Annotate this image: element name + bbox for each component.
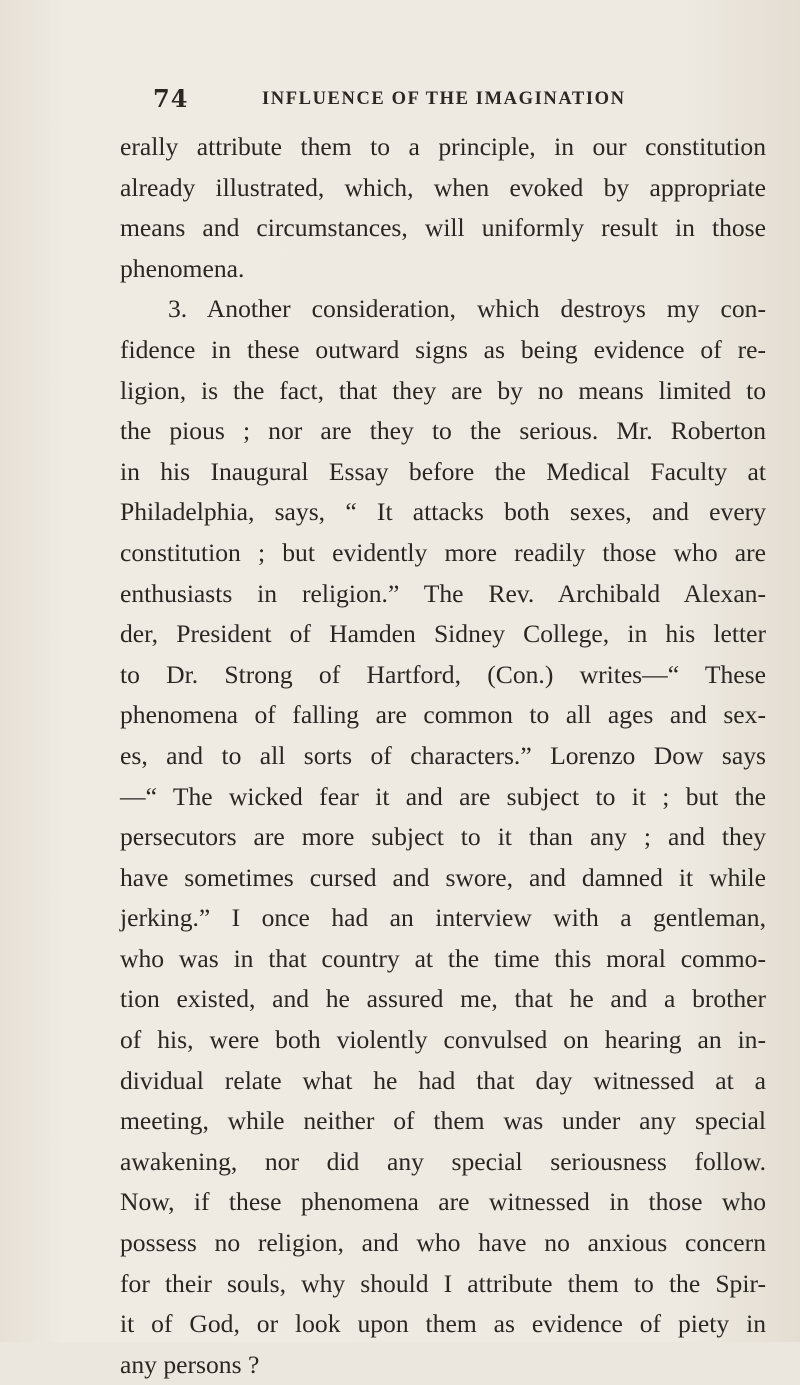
text-line: der, President of Hamden Sidney College, in his letter — [120, 619, 766, 649]
text-line: fidence in these outward signs as being evidence of re- — [120, 334, 766, 364]
text-line: means and circumstances, will uniformly result in those — [120, 213, 766, 243]
text-line: dividual relate what he had that day witnessed at a — [120, 1065, 766, 1095]
text-line: have sometimes cursed and swore, and damned it while — [120, 862, 766, 892]
text-line: persecutors are more subject to it than any ; and they — [120, 822, 766, 852]
text-line: es, and to all sorts of characters.” Lorenzo Dow says — [120, 740, 766, 770]
text-line: tion existed, and he assured me, that he and a brother — [120, 984, 766, 1014]
text-line: the pious ; nor are they to the serious. Mr. Roberton — [120, 416, 766, 446]
text-line: jerking.” I once had an interview with a gentleman, — [120, 903, 766, 933]
text-line: ligion, is the fact, that they are by no means limited to — [120, 375, 766, 405]
page-number: 74 — [153, 84, 189, 113]
text-line: Philadelphia, says, “ It attacks both sexes, and every — [120, 497, 766, 527]
text-line: constitution ; but evidently more readily those who are — [120, 537, 766, 567]
text-line: to Dr. Strong of Hartford, (Con.) writes—“ These — [120, 659, 766, 689]
text-line: for their souls, why should I attribute them to the Spir- — [120, 1268, 766, 1298]
running-title: INFLUENCE OF THE IMAGINATION — [262, 89, 626, 109]
text-line: already illustrated, which, when evoked by appropriate — [120, 172, 766, 202]
text-line: Now, if these phenomena are witnessed in those who — [120, 1187, 766, 1217]
text-line: enthusiasts in religion.” The Rev. Archibald Alexan- — [120, 578, 766, 608]
text-line: possess no religion, and who have no anxious concern — [120, 1228, 766, 1258]
page-header — [0, 84, 800, 114]
text-line: awakening, nor did any special seriousness follow. — [120, 1146, 766, 1176]
text-line: any persons ? — [120, 1349, 260, 1379]
text-line: phenomena. — [120, 253, 245, 283]
text-line: —“ The wicked fear it and are subject to it ; but the — [120, 781, 766, 811]
text-line: 3. Another consideration, which destroys my con- — [168, 294, 766, 324]
text-line: who was in that country at the time this moral commo- — [120, 943, 766, 973]
text-line: meeting, while neither of them was under any special — [120, 1106, 766, 1136]
text-line: phenomena of falling are common to all ages and sex- — [120, 700, 766, 730]
text-line: in his Inaugural Essay before the Medical Faculty at — [120, 456, 766, 486]
text-line: erally attribute them to a principle, in our constitution — [120, 132, 766, 161]
body-text — [120, 127, 766, 1385]
text-line: it of God, or look upon them as evidence of piety in — [120, 1309, 766, 1339]
text-line: of his, were both violently convulsed on hearing an in- — [120, 1025, 766, 1055]
